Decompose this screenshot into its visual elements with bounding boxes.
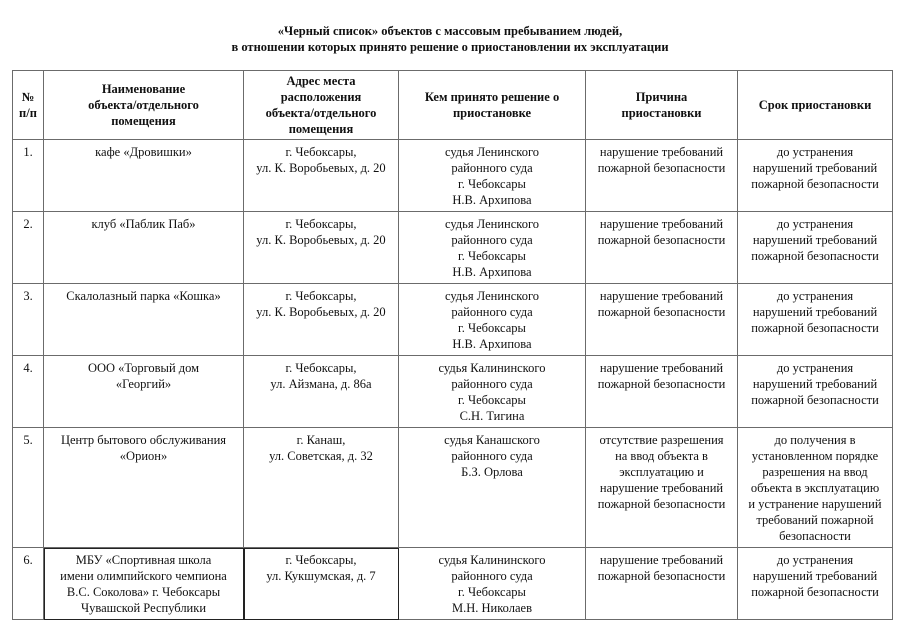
cell-text-line: требований пожарной: [756, 513, 874, 527]
cell-num: 4.: [13, 356, 44, 428]
table-row: [13, 140, 893, 212]
cell-num: 3.: [13, 284, 44, 356]
cell-text-line: нарушение требований: [599, 361, 724, 375]
cell-term: [738, 140, 893, 212]
cell-text-line: объекта/отдельного: [265, 106, 377, 120]
cell-text-line: Н.В. Архипова: [452, 265, 532, 279]
cell-text-line: районного суда: [451, 233, 533, 247]
cell-text-line: ул. К. Воробьевых, д. 20: [256, 233, 386, 247]
cell-text-line: на ввод объекта в: [615, 449, 708, 463]
cell-reason: [586, 284, 738, 356]
cell-text-line: г. Чебоксары: [458, 177, 526, 191]
cell-text-line: разрешения на ввод: [762, 465, 868, 479]
cell-text-line: Центр бытового обслуживания: [60, 433, 227, 447]
cell-decision: [399, 548, 586, 620]
cell-text-line: МБУ «Спортивная школа: [75, 553, 212, 567]
cell-num: 2.: [13, 212, 44, 284]
cell-text-line: судья Канашского: [444, 433, 540, 447]
header-name: [44, 71, 244, 140]
cell-text-line: имени олимпийского чемпиона: [60, 569, 227, 583]
cell-address: [244, 428, 399, 548]
blacklist-table: [12, 70, 893, 620]
cell-text-line: нарушений требований: [752, 569, 878, 583]
cell-term: [738, 356, 893, 428]
table-row: [13, 212, 893, 284]
cell-text-line: нарушений требований: [752, 161, 878, 175]
cell-text-line: нарушение требований: [599, 553, 724, 567]
cell-term: [738, 428, 893, 548]
cell-text-line: п/п: [19, 106, 37, 120]
cell-text-line: до устранения: [776, 553, 854, 567]
cell-address: [244, 356, 399, 428]
cell-name: [44, 356, 244, 428]
cell-text-line: нарушение требований: [599, 217, 724, 231]
cell-text-line: Причина: [635, 90, 688, 104]
cell-text-line: безопасности: [779, 529, 851, 543]
cell-text-line: г. Чебоксары,: [285, 361, 357, 375]
cell-text-line: ул. К. Воробьевых, д. 20: [256, 161, 386, 175]
cell-text-line: районного суда: [451, 161, 533, 175]
header-decision: [399, 71, 586, 140]
header-num: [13, 71, 44, 140]
cell-name: [44, 212, 244, 284]
cell-text-line: г. Чебоксары: [458, 321, 526, 335]
cell-text-line: нарушений требований: [752, 233, 878, 247]
cell-text-line: объекта/отдельного: [88, 98, 199, 112]
cell-address: [244, 284, 399, 356]
cell-text-line: г. Чебоксары: [458, 393, 526, 407]
table-header-row: [13, 71, 893, 140]
cell-text-line: эксплуатацию и: [619, 465, 704, 479]
cell-text-line: клуб «Паблик Паб»: [91, 217, 196, 231]
cell-text-line: пожарной безопасности: [597, 161, 726, 175]
cell-text-line: нарушений требований: [752, 305, 878, 319]
cell-text-line: нарушение требований: [599, 481, 724, 495]
cell-text-line: судья Калининского: [438, 361, 546, 375]
cell-decision: [399, 356, 586, 428]
cell-text-line: пожарной безопасности: [597, 569, 726, 583]
cell-text-line: расположения: [280, 90, 362, 104]
cell-text-line: В.С. Соколова» г. Чебоксары: [66, 585, 221, 599]
cell-text-line: г. Чебоксары: [458, 585, 526, 599]
table-row: [13, 356, 893, 428]
cell-text-line: пожарной безопасности: [751, 249, 879, 263]
cell-text-line: районного суда: [451, 377, 533, 391]
cell-text-line: помещения: [288, 122, 354, 136]
cell-text-line: приостановки: [621, 106, 702, 120]
cell-text-line: С.Н. Тигина: [459, 409, 525, 423]
cell-reason: [586, 548, 738, 620]
cell-text-line: г. Чебоксары,: [285, 289, 357, 303]
cell-text-line: приостановке: [452, 106, 532, 120]
table-row: [13, 548, 893, 620]
cell-name: [44, 140, 244, 212]
cell-text-line: М.Н. Николаев: [452, 601, 532, 615]
cell-text-line: ул. К. Воробьевых, д. 20: [256, 305, 386, 319]
cell-text-line: районного суда: [451, 569, 533, 583]
cell-decision: [399, 428, 586, 548]
cell-text-line: отсутствие разрешения: [599, 433, 724, 447]
cell-text-line: кафе «Дровишки»: [95, 145, 192, 159]
cell-text-line: нарушение требований: [599, 145, 724, 159]
cell-text-line: ул. Советская, д. 32: [269, 449, 373, 463]
cell-text-line: г. Канаш,: [296, 433, 346, 447]
cell-term: [738, 548, 893, 620]
cell-name: [44, 284, 244, 356]
cell-text-line: ООО «Торговый дом: [87, 361, 200, 375]
cell-text-line: районного суда: [451, 305, 533, 319]
cell-num: 5.: [13, 428, 44, 548]
cell-text-line: ул. Айзмана, д. 86а: [270, 377, 372, 391]
cell-text-line: судья Ленинского: [444, 217, 540, 231]
cell-text-line: «Георгий»: [115, 377, 172, 391]
cell-text-line: №: [21, 90, 35, 104]
cell-text-line: г. Чебоксары,: [285, 145, 357, 159]
cell-text-line: и устранение нарушений: [748, 497, 882, 511]
cell-text-line: нарушение требований: [599, 289, 724, 303]
cell-text-line: пожарной безопасности: [597, 305, 726, 319]
cell-reason: [586, 140, 738, 212]
header-term: [738, 71, 893, 140]
cell-term: [738, 212, 893, 284]
header-address: [244, 71, 399, 140]
cell-text-line: Наименование: [101, 82, 186, 96]
table-row: [13, 284, 893, 356]
cell-text-line: г. Чебоксары,: [285, 217, 357, 231]
cell-reason: [586, 212, 738, 284]
header-reason: [586, 71, 738, 140]
cell-address: [244, 212, 399, 284]
cell-reason: [586, 356, 738, 428]
cell-term: [738, 284, 893, 356]
cell-text-line: до устранения: [776, 289, 854, 303]
cell-text-line: нарушений требований: [752, 377, 878, 391]
cell-text-line: Срок приостановки: [758, 98, 872, 112]
cell-text-line: Чувашской Республики: [80, 601, 207, 615]
cell-num: 6.: [13, 548, 44, 620]
cell-decision: [399, 284, 586, 356]
cell-text-line: пожарной безопасности: [751, 321, 879, 335]
cell-name: [44, 428, 244, 548]
cell-text-line: объекта в эксплуатацию: [750, 481, 880, 495]
cell-text-line: Адрес места: [286, 74, 356, 88]
cell-text-line: судья Калининского: [438, 553, 546, 567]
cell-text-line: до получения в: [774, 433, 856, 447]
cell-text-line: г. Чебоксары: [458, 249, 526, 263]
cell-text-line: помещения: [111, 114, 176, 128]
cell-text-line: районного суда: [451, 449, 533, 463]
cell-text-line: ул. Кукшумская, д. 7: [266, 569, 376, 583]
cell-text-line: пожарной безопасности: [751, 585, 879, 599]
cell-text-line: Кем принято решение о: [424, 90, 560, 104]
table-row: [13, 428, 893, 548]
cell-text-line: пожарной безопасности: [597, 233, 726, 247]
cell-text-line: пожарной безопасности: [751, 177, 879, 191]
cell-text-line: судья Ленинского: [444, 145, 540, 159]
cell-decision: [399, 140, 586, 212]
title-line-1: «Черный список» объектов с массовым пребыванием людей,: [277, 24, 623, 38]
title-line-2: в отношении которых принято решение о приостановлении их эксплуатации: [231, 40, 669, 54]
cell-text-line: г. Чебоксары,: [285, 553, 357, 567]
cell-reason: [586, 428, 738, 548]
document-title: [0, 0, 900, 54]
cell-text-line: Б.З. Орлова: [461, 465, 523, 479]
cell-decision: [399, 212, 586, 284]
cell-text-line: пожарной безопасности: [597, 377, 726, 391]
cell-text-line: Н.В. Архипова: [452, 337, 532, 351]
cell-num: 1.: [13, 140, 44, 212]
cell-name: [44, 548, 244, 620]
cell-text-line: до устранения: [776, 361, 854, 375]
cell-text-line: «Орион»: [119, 449, 168, 463]
cell-text-line: до устранения: [776, 145, 854, 159]
cell-text-line: Н.В. Архипова: [452, 193, 532, 207]
cell-text-line: установленном порядке: [751, 449, 879, 463]
cell-address: [244, 548, 399, 620]
cell-text-line: судья Ленинского: [444, 289, 540, 303]
cell-text-line: до устранения: [776, 217, 854, 231]
cell-address: [244, 140, 399, 212]
cell-text-line: пожарной безопасности: [751, 393, 879, 407]
cell-text-line: пожарной безопасности: [597, 497, 726, 511]
cell-text-line: Скалолазный парка «Кошка»: [66, 289, 221, 303]
